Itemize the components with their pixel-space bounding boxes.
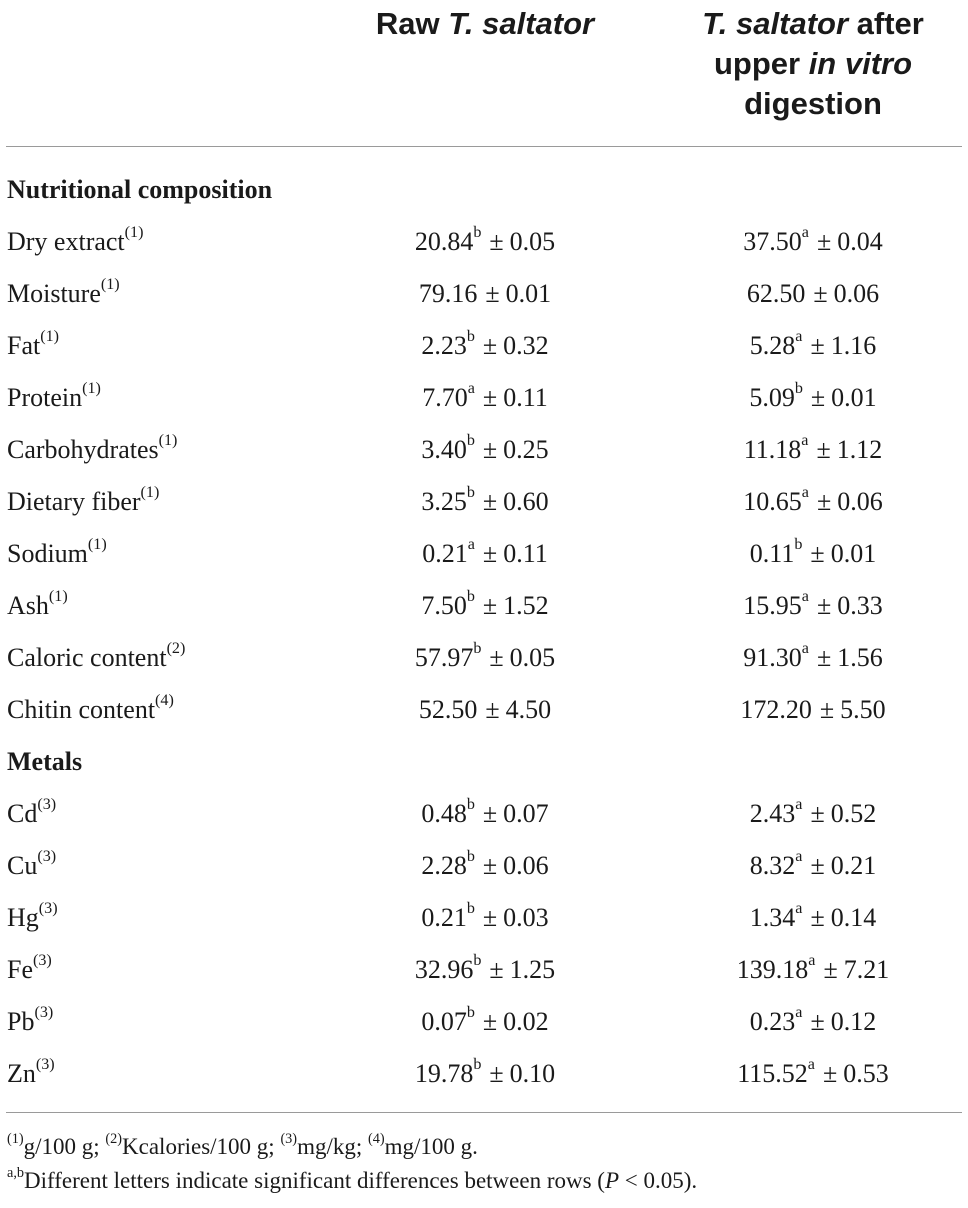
plus-minus-sign: ±: [482, 331, 498, 360]
sd-value: 0.05: [509, 227, 556, 256]
mean-value: 37.50: [743, 227, 802, 256]
digested-value-cell: [672, 788, 954, 840]
raw-value-cell: [340, 840, 630, 892]
mean-value: 62.50: [746, 279, 806, 308]
footnotes: [7, 1130, 697, 1198]
row-note: (1): [82, 380, 101, 398]
sd-value: 0.33: [837, 591, 883, 620]
footnote-letters: [7, 1164, 697, 1198]
header-digested-digestion: digestion: [744, 86, 882, 121]
row-name: Fat: [7, 331, 41, 360]
row-name: Zn: [7, 1059, 36, 1088]
section-row: [0, 736, 968, 788]
raw-value-cell: [340, 684, 630, 736]
sd-value: 0.01: [505, 279, 552, 308]
row-name: Sodium: [7, 539, 88, 568]
significance-letter: b: [473, 640, 482, 658]
raw-value-cell: [340, 944, 630, 996]
significance-letter: a: [801, 224, 809, 242]
plus-minus-sign: ±: [489, 643, 504, 672]
raw-value-cell: [340, 320, 630, 372]
significance-letter: a: [467, 380, 475, 398]
row-label: [7, 580, 68, 632]
row-label: [7, 216, 143, 268]
table-row: [0, 684, 968, 736]
header-digested-upper: upper: [713, 46, 809, 81]
table-row: [0, 1048, 968, 1100]
sd-value: 0.06: [833, 279, 880, 308]
sd-value: 0.60: [503, 487, 549, 516]
significance-letter: b: [466, 1004, 475, 1022]
row-name: Chitin content: [7, 695, 156, 724]
row-label: [7, 1048, 55, 1100]
section-title: Nutritional composition: [7, 175, 273, 204]
mean-value: 0.07: [421, 1007, 467, 1036]
digested-value-cell: [672, 632, 954, 684]
sd-value: 4.50: [505, 695, 552, 724]
table-row: [0, 944, 968, 996]
mean-value: 0.48: [421, 799, 467, 828]
significance-letter: b: [466, 432, 475, 450]
mean-value: 5.28: [749, 331, 796, 360]
raw-value-cell: [340, 788, 630, 840]
mean-value: 20.84: [414, 227, 474, 256]
row-name: Pb: [7, 1007, 35, 1036]
footnote-mark: (3): [280, 1130, 298, 1147]
mean-value: 52.50: [418, 695, 478, 724]
mean-value: 2.23: [421, 331, 467, 360]
significance-letter: b: [473, 1056, 482, 1074]
sd-value: 0.06: [503, 851, 549, 880]
table-row: [0, 840, 968, 892]
digested-value-cell: [672, 892, 954, 944]
mean-value: 57.97: [414, 643, 474, 672]
mean-value: 0.11: [749, 539, 795, 568]
table-row: [0, 788, 968, 840]
plus-minus-sign: ±: [810, 851, 825, 880]
row-label: [7, 892, 58, 944]
mean-value: 2.28: [421, 851, 467, 880]
digested-value-cell: [672, 996, 954, 1048]
plus-minus-sign: ±: [823, 955, 838, 984]
plus-minus-sign: ±: [810, 903, 825, 932]
plus-minus-sign: ±: [489, 1059, 504, 1088]
significance-letter: b: [466, 484, 475, 502]
row-label: [7, 528, 107, 580]
sd-value: 0.01: [830, 539, 877, 568]
row-note: (1): [124, 224, 144, 242]
footer-rule: [6, 1112, 962, 1113]
plus-minus-sign: ±: [816, 227, 832, 256]
sd-value: 0.11: [503, 539, 548, 568]
mean-value: 0.21: [421, 903, 467, 932]
sd-value: 0.11: [503, 383, 548, 412]
significance-letter: b: [794, 380, 803, 398]
significance-letter: a: [801, 484, 809, 502]
sd-value: 0.21: [830, 851, 877, 880]
sd-value: 5.50: [840, 695, 886, 724]
row-note: (1): [40, 328, 60, 346]
significance-letter: a: [795, 1004, 803, 1022]
sd-value: 0.03: [503, 903, 549, 932]
sd-value: 0.07: [503, 799, 549, 828]
sd-value: 1.12: [836, 435, 883, 464]
digested-value-cell: [672, 1048, 954, 1100]
row-name: Dietary fiber: [7, 487, 141, 516]
row-note: (3): [37, 796, 57, 814]
footnote-mark: (1): [7, 1130, 24, 1147]
plus-minus-sign: ±: [485, 695, 500, 724]
mean-value: 2.43: [749, 799, 796, 828]
plus-minus-sign: ±: [816, 643, 832, 672]
raw-value-cell: [340, 424, 630, 476]
significance-letter: a: [467, 536, 475, 554]
plus-minus-sign: ±: [810, 1007, 825, 1036]
row-label: [7, 320, 59, 372]
significance-letter: a: [795, 328, 803, 346]
row-note: (4): [155, 692, 174, 710]
table-row: [0, 320, 968, 372]
mean-value: 7.50: [421, 591, 467, 620]
significance-letter: a: [801, 432, 809, 450]
significance-letter: a: [795, 796, 803, 814]
raw-value-cell: [340, 996, 630, 1048]
table-header: [0, 0, 968, 146]
row-name: Cu: [7, 851, 38, 880]
sd-value: 0.32: [503, 331, 549, 360]
footnote-mark: (2): [105, 1130, 123, 1147]
plus-minus-sign: ±: [810, 799, 825, 828]
table-row: [0, 528, 968, 580]
plus-minus-sign: ±: [482, 851, 498, 880]
row-name: Moisture: [7, 279, 101, 308]
plus-minus-sign: ±: [810, 331, 825, 360]
significance-letter: b: [473, 224, 482, 242]
mean-value: 3.40: [421, 435, 467, 464]
mean-value: 0.23: [749, 1007, 796, 1036]
table-row: [0, 580, 968, 632]
header-raw-species: T. saltator: [448, 6, 595, 41]
significance-letter: a: [807, 1056, 815, 1074]
digested-value-cell: [672, 476, 954, 528]
digested-value-cell: [672, 840, 954, 892]
row-name: Cd: [7, 799, 38, 828]
plus-minus-sign: ±: [810, 383, 826, 412]
row-label: [7, 632, 185, 684]
plus-minus-sign: ±: [489, 227, 504, 256]
plus-minus-sign: ±: [810, 539, 825, 568]
table-row: [0, 632, 968, 684]
significance-letter: a: [801, 588, 809, 606]
row-note: (1): [140, 484, 160, 502]
raw-value-cell: [340, 632, 630, 684]
row-note: (1): [87, 536, 107, 554]
header-raw: [340, 4, 630, 44]
significance-letter: a: [801, 640, 809, 658]
sd-value: 1.16: [830, 331, 877, 360]
sd-value: 0.02: [503, 1007, 549, 1036]
mean-value: 5.09: [749, 383, 795, 412]
header-digested-after: after: [848, 6, 924, 41]
row-note: (2): [166, 640, 186, 658]
significance-letter: a: [808, 952, 816, 970]
significance-letter: b: [473, 952, 482, 970]
row-note: (3): [34, 1004, 54, 1022]
raw-value-cell: [340, 528, 630, 580]
plus-minus-sign: ±: [816, 435, 831, 464]
raw-value-cell: [340, 216, 630, 268]
footnote-unit-text: mg/100 g.: [384, 1134, 478, 1159]
sd-value: 0.04: [837, 227, 883, 256]
row-name: Protein: [7, 383, 83, 412]
footnote-letters-text: Different letters indicate significant differences between rows (: [24, 1168, 605, 1193]
footnote-letters-mark: a,b: [7, 1164, 25, 1181]
footnote-units: [7, 1130, 697, 1164]
row-name: Fe: [7, 955, 33, 984]
sd-value: 0.25: [503, 435, 549, 464]
sd-value: 0.06: [837, 487, 883, 516]
sd-value: 0.05: [509, 643, 556, 672]
table-row: [0, 268, 968, 320]
row-label: [7, 944, 52, 996]
mean-value: 115.52: [737, 1059, 808, 1088]
digested-value-cell: [672, 268, 954, 320]
digested-value-cell: [672, 580, 954, 632]
footnote-unit-text: mg/kg;: [297, 1134, 368, 1159]
significance-letter: a: [795, 900, 803, 918]
plus-minus-sign: ±: [482, 383, 498, 412]
digested-value-cell: [672, 372, 954, 424]
header-rule: [6, 146, 962, 147]
sd-value: 1.52: [503, 591, 549, 620]
plus-minus-sign: ±: [489, 955, 504, 984]
sd-value: 7.21: [843, 955, 890, 984]
sd-value: 0.14: [830, 903, 877, 932]
mean-value: 10.65: [743, 487, 802, 516]
plus-minus-sign: ±: [482, 539, 498, 568]
plus-minus-sign: ±: [482, 903, 498, 932]
mean-value: 79.16: [418, 279, 478, 308]
mean-value: 19.78: [414, 1059, 474, 1088]
plus-minus-sign: ±: [482, 435, 498, 464]
plus-minus-sign: ±: [485, 279, 500, 308]
mean-value: 3.25: [421, 487, 467, 516]
row-note: (3): [37, 848, 57, 866]
row-label: [7, 424, 177, 476]
raw-value-cell: [340, 1048, 630, 1100]
digested-value-cell: [672, 944, 954, 996]
row-label: [7, 476, 159, 528]
mean-value: 32.96: [414, 955, 474, 984]
digested-value-cell: [672, 684, 954, 736]
mean-value: 1.34: [749, 903, 796, 932]
table-row: [0, 424, 968, 476]
significance-letter: b: [466, 588, 475, 606]
row-label: [7, 372, 101, 424]
row-label: [7, 788, 56, 840]
table-row: [0, 372, 968, 424]
digested-value-cell: [672, 424, 954, 476]
table-body: [0, 164, 968, 1100]
row-note: (1): [100, 276, 120, 294]
significance-letter: a: [795, 848, 803, 866]
table-row: [0, 996, 968, 1048]
raw-value-cell: [340, 476, 630, 528]
sd-value: 0.01: [831, 383, 877, 412]
significance-letter: b: [466, 848, 475, 866]
mean-value: 11.18: [743, 435, 802, 464]
digested-value-cell: [672, 320, 954, 372]
significance-letter: b: [466, 328, 475, 346]
row-note: (1): [158, 432, 178, 450]
row-name: Carbohydrates: [7, 435, 159, 464]
header-raw-prefix: Raw: [375, 6, 449, 41]
sd-value: 0.53: [843, 1059, 889, 1088]
row-note: (3): [38, 900, 58, 918]
table-row: [0, 216, 968, 268]
row-label: [7, 268, 120, 320]
row-note: (3): [33, 952, 52, 970]
mean-value: 7.70: [422, 383, 468, 412]
row-name: Caloric content: [7, 643, 167, 672]
footnote-unit-text: Kcalories/100 g;: [122, 1134, 281, 1159]
plus-minus-sign: ±: [482, 1007, 498, 1036]
plus-minus-sign: ±: [813, 279, 828, 308]
table-row: [0, 892, 968, 944]
sd-value: 0.12: [830, 1007, 877, 1036]
sd-value: 0.10: [509, 1059, 556, 1088]
sd-value: 1.56: [837, 643, 883, 672]
row-name: Ash: [7, 591, 49, 620]
plus-minus-sign: ±: [482, 799, 498, 828]
sd-value: 1.25: [509, 955, 556, 984]
section-title: Metals: [7, 747, 83, 776]
table-row: [0, 476, 968, 528]
sd-value: 0.52: [830, 799, 877, 828]
header-digested: [672, 4, 954, 124]
footnote-unit-text: g/100 g;: [23, 1134, 106, 1159]
mean-value: 8.32: [749, 851, 796, 880]
row-label: [7, 996, 53, 1048]
row-note: (1): [48, 588, 68, 606]
header-digested-invitro: in vitro: [808, 46, 913, 81]
footnote-p: P: [604, 1168, 620, 1193]
mean-value: 91.30: [743, 643, 802, 672]
plus-minus-sign: ±: [816, 487, 832, 516]
raw-value-cell: [340, 372, 630, 424]
mean-value: 172.20: [740, 695, 812, 724]
row-note: (3): [35, 1056, 55, 1074]
mean-value: 0.21: [422, 539, 468, 568]
raw-value-cell: [340, 580, 630, 632]
mean-value: 139.18: [736, 955, 809, 984]
footnote-mark: (4): [367, 1130, 385, 1147]
significance-letter: b: [466, 900, 475, 918]
header-digested-species: T. saltator: [702, 6, 849, 41]
row-label: [7, 684, 174, 736]
plus-minus-sign: ±: [482, 591, 498, 620]
digested-value-cell: [672, 216, 954, 268]
raw-value-cell: [340, 892, 630, 944]
mean-value: 15.95: [743, 591, 802, 620]
row-name: Dry extract: [7, 227, 125, 256]
plus-minus-sign: ±: [816, 591, 832, 620]
plus-minus-sign: ±: [819, 695, 835, 724]
raw-value-cell: [340, 268, 630, 320]
section-row: [0, 164, 968, 216]
digested-value-cell: [672, 528, 954, 580]
plus-minus-sign: ±: [482, 487, 498, 516]
row-name: Hg: [7, 903, 39, 932]
plus-minus-sign: ±: [822, 1059, 838, 1088]
significance-letter: b: [794, 536, 803, 554]
footnote-letters-tail: < 0.05).: [619, 1168, 698, 1193]
row-label: [7, 840, 56, 892]
significance-letter: b: [466, 796, 475, 814]
